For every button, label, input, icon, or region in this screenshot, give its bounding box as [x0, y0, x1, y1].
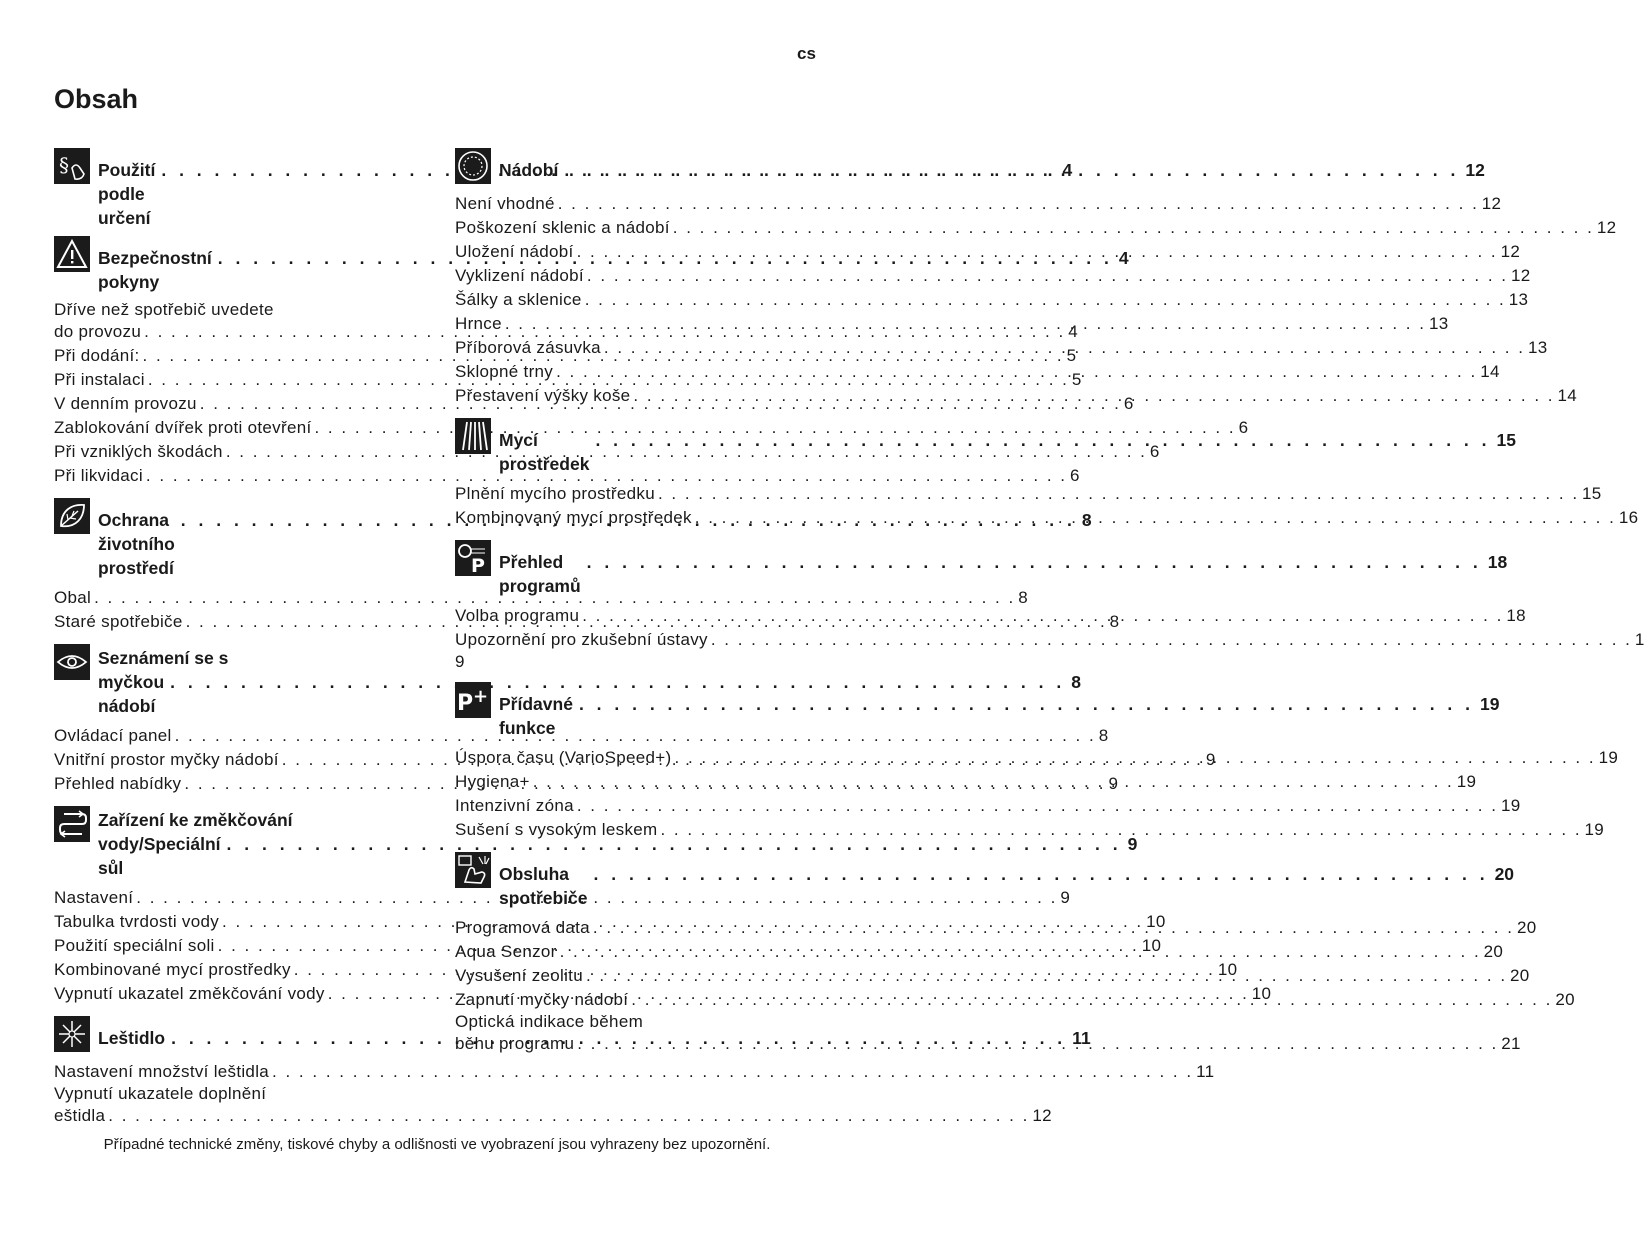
toc-entry[interactable] [54, 724, 1109, 748]
entry-text: Upozornění pro zkušební ústavy [455, 630, 708, 649]
section-title-cont: vody/Speciální sůl [98, 834, 221, 878]
toc-entry[interactable] [54, 416, 1249, 440]
language-code: cs [797, 44, 816, 63]
dot-leader [711, 628, 1632, 652]
section-title: Leštidlo [98, 1028, 166, 1048]
toc-entry[interactable] [455, 770, 1477, 794]
entry-text: Staré spotřebiče [54, 612, 183, 631]
dot-leader [631, 988, 1552, 1012]
section-page: 9 [1127, 834, 1138, 854]
entry-page: 18 [1506, 606, 1526, 625]
entry-text-line1: Dříve než spotřebič uvedete [54, 300, 274, 319]
dot-leader [587, 264, 1508, 288]
entry-page: 12 [1596, 218, 1617, 237]
toc-entry[interactable] [455, 336, 1548, 360]
program-overview-icon [455, 540, 491, 576]
section-heading[interactable] [499, 148, 1485, 182]
entry-text: Sklopné trny [455, 362, 554, 381]
entry-text: Vnitřní prostor myčky nádobí [54, 750, 279, 769]
warning-triangle-icon [54, 236, 90, 272]
entry-page: 13 [1527, 338, 1548, 357]
entry-text: Při instalaci [54, 370, 145, 389]
dot-leader [595, 428, 1490, 452]
dot-leader [673, 216, 1594, 240]
section-page: 15 [1496, 430, 1516, 450]
entry-page: 1 [1634, 630, 1645, 649]
toc-entry[interactable] [54, 586, 1028, 610]
toc-entries [455, 192, 1617, 408]
toc-entries [455, 482, 1639, 530]
entry-page: 14 [1480, 362, 1500, 381]
section-title: Bezpečnostní pokyny [98, 248, 212, 292]
entry-text: běhu programu [455, 1034, 575, 1053]
footer-disclaimer: Případné technické změny, tiskové chyby a odlišnosti ve vyobrazení jsou vyhrazeny bez upozornění. [103, 1136, 771, 1153]
section-title: Zařízení ke změkčování [98, 810, 293, 830]
svg-text:P: P [457, 691, 474, 716]
entry-text: V denním provozu [54, 394, 197, 413]
entry-text: Nastavení množství leštidla [54, 1062, 270, 1081]
entry-page: 5 [1066, 346, 1077, 365]
entry-text: Použití speciální soli [54, 936, 215, 955]
entry-page: 9 [1108, 774, 1119, 793]
section-page: 11 [1072, 1028, 1091, 1048]
entry-text: Uložení nádobí [455, 242, 574, 261]
section-page: 19 [1480, 694, 1500, 714]
entry-text: Ovládací panel [54, 726, 172, 745]
eye-icon [54, 644, 90, 680]
entry-page: 15 [1582, 484, 1602, 503]
toc-entries [54, 1060, 1215, 1128]
toc-entry[interactable] [455, 482, 1602, 506]
dot-leader [586, 964, 1507, 988]
entry-text: Šálky a sklenice [455, 290, 582, 309]
section-title: Přídavné funkce [499, 694, 573, 738]
entry-page: 8 [1109, 612, 1120, 631]
toc-entry[interactable] [455, 506, 1639, 530]
entry-text: Přestavení výšky koše [455, 386, 631, 405]
entry-page: 13 [1428, 314, 1449, 333]
section-heading[interactable] [499, 852, 1515, 910]
dot-leader [579, 692, 1474, 716]
toc-entry[interactable] [455, 794, 1521, 818]
entry-text: Zapnutí myčky nádobí [455, 990, 629, 1009]
entry-text: Kombinované mycí prostředky [54, 960, 291, 979]
entry-text: Aqua Senzor [455, 942, 557, 961]
entry-text: Při likvidaci [54, 466, 143, 485]
section-title: Nádobí [499, 160, 559, 180]
entry-text: Nastavení [54, 888, 134, 907]
page-title: Obsah [54, 84, 139, 114]
entry-text: Hrnce [455, 314, 502, 333]
dot-leader [660, 818, 1581, 842]
dot-leader [695, 506, 1616, 530]
toc-entry[interactable] [455, 360, 1500, 384]
dot-leader [533, 770, 1454, 794]
entry-text: Vysušení zeolitu [455, 966, 583, 985]
entry-page: 6 [1070, 466, 1080, 485]
entry-text: eštidla [54, 1106, 106, 1125]
entry-page: 10 [1251, 984, 1272, 1003]
entry-page: 16 [1618, 508, 1639, 527]
entry-text: Není vhodné [455, 194, 555, 213]
entry-text: Zablokování dvířek proti otevření [54, 418, 312, 437]
entry-page: 6 [1149, 442, 1160, 461]
toc-section [455, 540, 1508, 598]
entry-page: 12 [1032, 1106, 1052, 1125]
water-softener-icon [54, 806, 90, 842]
section-title-cont: myčkou nádobí [98, 672, 165, 716]
section-title: Přehled programů [499, 552, 581, 596]
toc-entry[interactable] [455, 312, 1449, 336]
entry-page: 5 [1071, 370, 1082, 389]
toc-section [455, 852, 1515, 910]
entry-page: 8 [1018, 588, 1028, 607]
dot-leader [633, 384, 1554, 408]
section-page: 8 [1071, 672, 1081, 692]
toc-section [455, 682, 1500, 740]
entry-text-line1: Vypnutí ukazatele doplnění [54, 1084, 267, 1103]
svg-text:§: § [59, 153, 69, 177]
operation-hand-icon [455, 852, 491, 888]
dot-leader [577, 794, 1498, 818]
toc-entries [455, 746, 1619, 842]
entry-page: 20 [1516, 918, 1537, 937]
dot-leader [577, 240, 1498, 264]
entry-text: Vypnutí ukazatel změkčování vody [54, 984, 325, 1003]
p-plus-icon [455, 682, 491, 718]
toc-entry[interactable] [455, 604, 1526, 628]
section-page: 8 [1081, 510, 1092, 530]
entry-text: Poškození sklenic a nádobí [455, 218, 670, 237]
entry-text: Volba programu [455, 606, 580, 625]
toc-entry[interactable] [54, 464, 1080, 488]
entry-page-cont: 9 [455, 652, 465, 671]
toc-entry[interactable] [455, 192, 1502, 216]
toc-entry[interactable] [455, 288, 1529, 312]
entry-page: 9 [1060, 888, 1071, 907]
entry-page: 14 [1557, 386, 1578, 405]
section-title: Obsluha spotřebiče [499, 864, 588, 908]
entry-text: do provozu [54, 322, 142, 341]
entry-page: 6 [1238, 418, 1249, 437]
entry-page: 10 [1141, 936, 1162, 955]
toc-entry[interactable] [455, 818, 1605, 842]
dot-leader [108, 1104, 1029, 1128]
toc-entry[interactable] [54, 1060, 1215, 1084]
entry-page: 19 [1584, 820, 1605, 839]
toc-entry[interactable] [455, 384, 1578, 408]
section-title: Mycí prostředek [499, 430, 590, 474]
dot-leader [564, 158, 1459, 182]
entry-page: 6 [1123, 394, 1134, 413]
section-page: 12 [1465, 160, 1485, 180]
dot-leader [585, 288, 1506, 312]
section-heading[interactable] [499, 682, 1500, 740]
entry-page: 10 [1146, 912, 1166, 931]
section-page: 18 [1487, 552, 1508, 572]
entry-page: 4 [1068, 322, 1078, 341]
dot-leader [593, 916, 1514, 940]
section-title: Ochrana životního prostředí [98, 510, 175, 578]
svg-text:+: + [473, 686, 489, 707]
section-heading[interactable] [499, 540, 1508, 598]
entry-text: Kombinovaný mycí prostředek [455, 508, 692, 527]
entry-text: Obal [54, 588, 92, 607]
rinse-aid-icon [54, 1016, 90, 1052]
dot-leader [582, 604, 1503, 628]
leaf-icon [54, 498, 90, 534]
entry-text: Přehled nabídky [54, 774, 182, 793]
dot-leader [556, 360, 1477, 384]
section-page: 4 [1118, 248, 1129, 268]
section-title: Použití podle určení [98, 160, 156, 228]
dot-leader [658, 482, 1579, 506]
entry-text: Tabulka tvrdosti vody [54, 912, 220, 931]
entry-text: Programová data [455, 918, 590, 937]
svg-text:P: P [471, 555, 485, 577]
entry-page: 20 [1483, 942, 1504, 961]
entry-page: 20 [1555, 990, 1575, 1009]
entry-page: 13 [1508, 290, 1529, 309]
entry-text: Při dodání: [54, 346, 140, 365]
dot-leader [560, 940, 1481, 964]
entry-text: Úspora času (VarioSpeed+) [455, 748, 672, 767]
entry-text: Vyklizení nádobí [455, 266, 584, 285]
section-page: 4 [1062, 160, 1073, 180]
entry-page: 9 [1205, 750, 1216, 769]
entry-page: 19 [1456, 772, 1477, 791]
section-page: 20 [1494, 864, 1515, 884]
entry-text: Příborová zásuvka [455, 338, 601, 357]
entry-page: 12 [1511, 266, 1531, 285]
toc-entry[interactable] [455, 628, 1645, 672]
toc-entries [455, 604, 1645, 672]
dot-leader [587, 550, 1482, 574]
toc-entry[interactable] [54, 1084, 1052, 1128]
entry-text: Intenzivní zóna [455, 796, 574, 815]
entry-text: Sušení s vysokým leskem [455, 820, 658, 839]
entry-page: 8 [1098, 726, 1109, 745]
dot-leader [505, 312, 1426, 336]
entry-page: 12 [1500, 242, 1521, 261]
toc-entry[interactable] [455, 216, 1617, 240]
entry-page: 19 [1500, 796, 1521, 815]
toc-entry[interactable] [455, 264, 1531, 288]
dot-leader [577, 1032, 1498, 1056]
entry-text: Hygiena+ [455, 772, 530, 791]
entry-text-line1: Optická indikace během [455, 1012, 644, 1031]
toc-section [455, 148, 1485, 186]
dot-leader [594, 862, 1489, 886]
dot-leader [558, 192, 1479, 216]
entry-page: 10 [1217, 960, 1238, 979]
dishes-icon [455, 148, 491, 184]
toc-entry[interactable] [455, 240, 1521, 264]
entry-page: 11 [1196, 1062, 1215, 1081]
entry-page: 12 [1481, 194, 1502, 213]
entry-text: Při vzniklých škodách [54, 442, 223, 461]
entry-page: 21 [1501, 1034, 1521, 1053]
entry-page: 19 [1598, 748, 1619, 767]
entry-page: 20 [1510, 966, 1530, 985]
entry-text: Plnění mycího prostředku [455, 484, 655, 503]
section-heading[interactable] [499, 418, 1516, 476]
paragraph-hand-icon [54, 148, 90, 184]
section-title: Seznámení se s [98, 648, 229, 668]
dot-leader [604, 336, 1525, 360]
dot-leader [675, 746, 1596, 770]
detergent-icon [455, 418, 491, 454]
toc-entry[interactable] [455, 746, 1619, 770]
toc-section [455, 418, 1516, 476]
